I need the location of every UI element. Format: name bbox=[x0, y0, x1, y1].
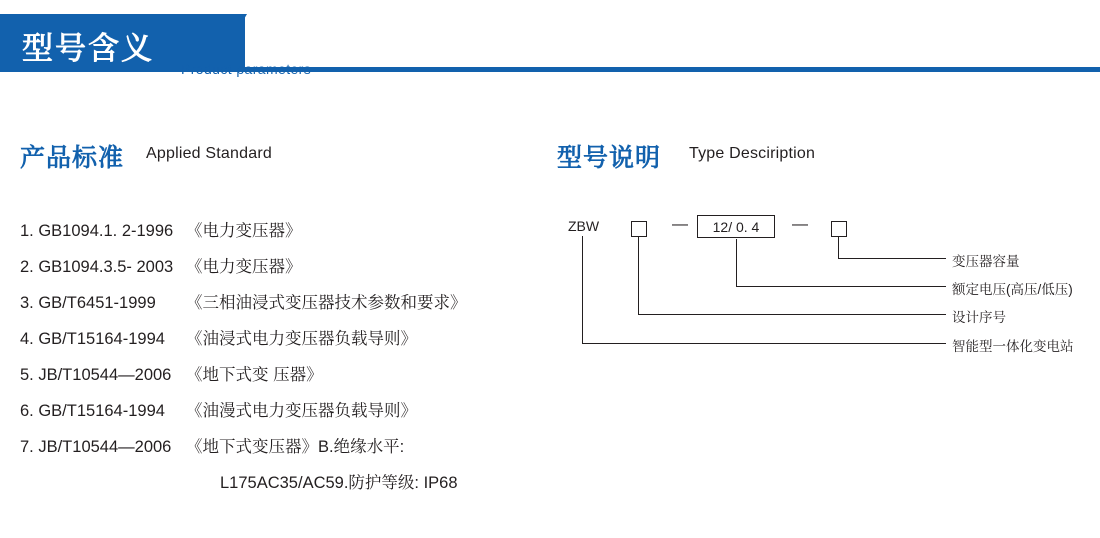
standard-number: 1. GB1094.1. 2-1996 bbox=[20, 222, 174, 240]
list-item bbox=[20, 321, 540, 357]
code-prefix: ZBW bbox=[568, 218, 600, 234]
leader-label-substation: 智能型一体化变电站 bbox=[952, 339, 1074, 354]
leader-line-design-horizontal bbox=[638, 314, 946, 315]
list-item bbox=[20, 213, 540, 249]
leader-line-voltage-horizontal bbox=[736, 286, 946, 287]
standard-text: 《油浸式电力变压器负载导则》 bbox=[186, 330, 417, 348]
standard-number: 4. GB/T15164-1994 bbox=[20, 330, 165, 348]
leader-line-capacity-vertical bbox=[838, 236, 839, 258]
code-dash-2: — bbox=[792, 216, 808, 233]
page-header bbox=[0, 14, 1100, 76]
page-subtitle: Product parameters bbox=[181, 61, 312, 77]
standard-continuation: L175AC35/AC59.防护等级: IP68 bbox=[220, 474, 458, 492]
code-box-design-序号 bbox=[631, 221, 647, 237]
leader-label-voltage: 额定电压(高压/低压) bbox=[952, 282, 1073, 297]
leader-label-capacity: 变压器容量 bbox=[952, 254, 1020, 269]
standard-text: 《三相油浸式变压器技术参数和要求》 bbox=[186, 294, 467, 312]
leader-line-voltage-vertical bbox=[736, 239, 737, 286]
standard-text: 《油漫式电力变压器负载导则》 bbox=[186, 402, 417, 420]
standard-number: 5. JB/T10544—2006 bbox=[20, 366, 172, 384]
standard-text: 《电力变压器》 bbox=[186, 258, 302, 276]
list-item bbox=[20, 285, 540, 321]
list-item bbox=[20, 357, 540, 393]
standard-text: 《地下式变 压器》 bbox=[186, 366, 323, 384]
standards-section-subtitle: Applied Standard bbox=[146, 145, 272, 162]
standard-number: 7. JB/T10544—2006 bbox=[20, 438, 172, 456]
code-voltage-field: 12/ 0. 4 bbox=[697, 215, 775, 238]
type-section-subtitle: Type Desciription bbox=[689, 145, 816, 162]
code-box-capacity bbox=[831, 221, 847, 237]
page-title: 型号含义 bbox=[22, 31, 154, 66]
standard-number: 6. GB/T15164-1994 bbox=[20, 402, 165, 420]
standards-section-title: 产品标准 bbox=[20, 144, 125, 172]
leader-line-zbw-vertical bbox=[582, 236, 583, 343]
list-item bbox=[20, 249, 540, 285]
leader-label-design-no: 设计序号 bbox=[952, 310, 1006, 325]
header-underline bbox=[0, 67, 1100, 72]
standards-list bbox=[20, 213, 540, 501]
type-section-title: 型号说明 bbox=[557, 144, 662, 172]
leader-line-capacity-horizontal bbox=[838, 258, 946, 259]
standard-number: 2. GB1094.3.5- 2003 bbox=[20, 258, 174, 276]
standard-text: 《电力变压器》 bbox=[186, 222, 302, 240]
list-item bbox=[20, 429, 540, 465]
standard-text: 《地下式变压器》B.绝缘水平: bbox=[186, 438, 405, 456]
leader-line-zbw-horizontal bbox=[582, 343, 946, 344]
standard-number: 3. GB/T6451-1999 bbox=[20, 294, 156, 312]
code-dash-1: — bbox=[672, 216, 688, 233]
list-item bbox=[20, 393, 540, 429]
type-designation-diagram bbox=[556, 205, 1086, 390]
leader-line-design-vertical bbox=[638, 236, 639, 314]
